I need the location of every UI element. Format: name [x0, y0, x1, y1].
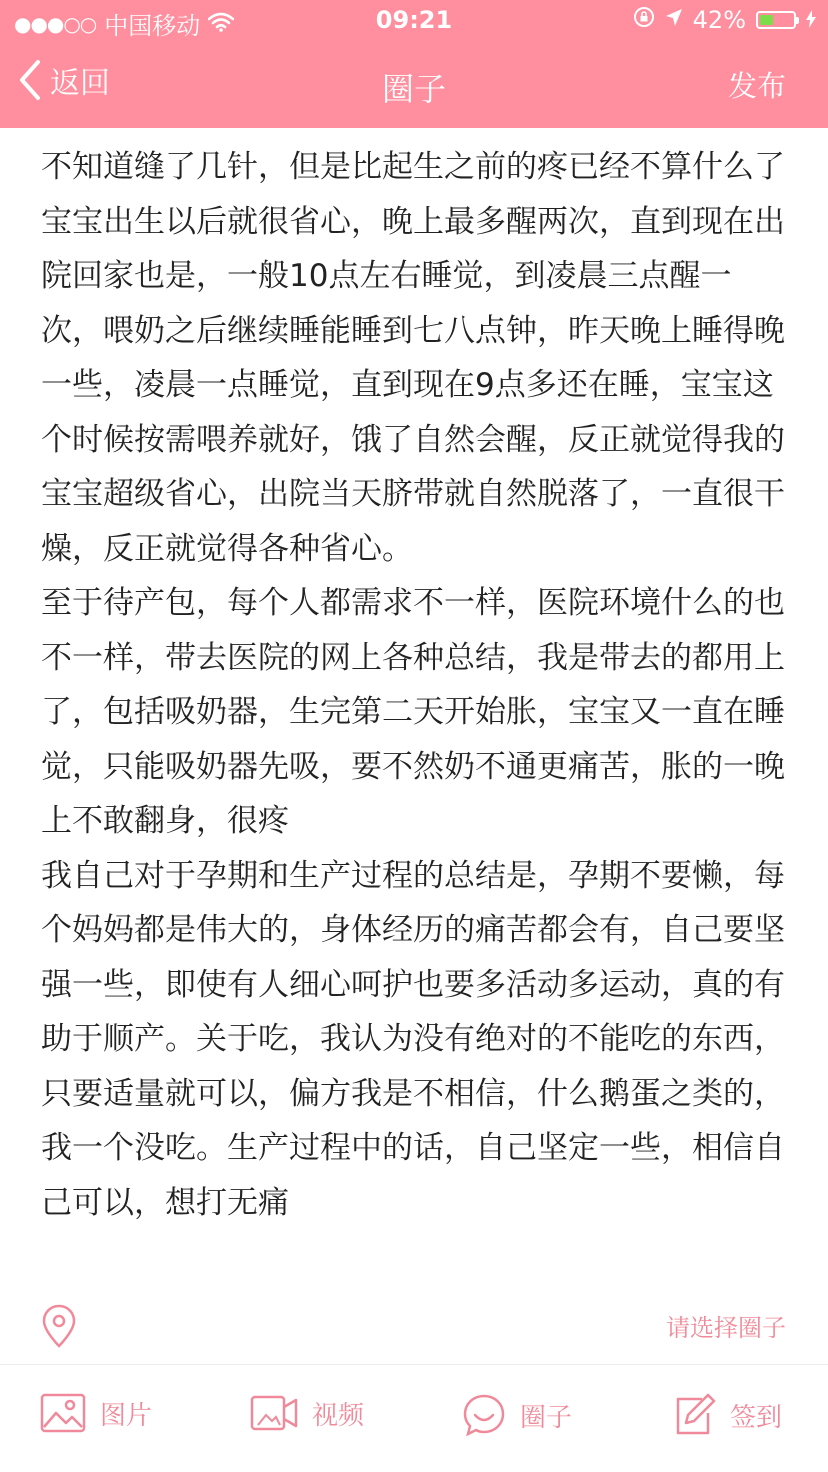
post-paragraph: 不知道缝了几针，但是比起生之前的疼已经不算什么了	[41, 149, 785, 185]
image-label: 图片	[100, 1400, 153, 1431]
location-row	[0, 1296, 828, 1360]
post-text-area[interactable]	[41, 140, 793, 1298]
publish-button[interactable]: 发布	[727, 69, 786, 103]
chat-bubble-icon	[462, 1393, 506, 1437]
battery-icon	[756, 11, 796, 29]
status-right	[633, 6, 816, 34]
bottom-toolbar	[0, 1365, 828, 1472]
nav-bar	[0, 40, 828, 128]
post-paragraph: 我自己对于孕期和生产过程的总结是，孕期不要懒，每个妈妈都是伟大的，身体经历的痛苦都会有，自己要坚强一些，即使有人细心呵护也要多活动多运动，真的有助于顺产。关于吃，我认为没有绝对的不能吃的东西，只要适量就可以，偏方我是不相信，什么鹅蛋之类的，我一个没吃。生产过程中的话，自己坚定一些，相信自己可以，想打无痛	[41, 857, 785, 1221]
back-label: 返回	[50, 66, 110, 101]
post-paragraph: 至于待产包，每个人都需求不一样，医院环境什么的也不一样，带去医院的网上各种总结，我是带去的都用上了，包括吸奶器，生完第二天开始胀，宝宝又一直在睡觉，只能吸奶器先吸，要不然奶不通更痛苦，胀的一晚上不敢翻身，很疼	[41, 585, 785, 839]
image-icon	[40, 1393, 86, 1433]
status-bar	[0, 0, 828, 40]
charging-icon	[806, 6, 816, 34]
select-circle-button[interactable]: 请选择圈子	[666, 1314, 786, 1342]
circle-button[interactable]	[462, 1393, 572, 1437]
circle-label: 圈子	[520, 1402, 573, 1433]
signal-strength-icon: ●●●○○	[14, 11, 97, 36]
checkin-label: 签到	[730, 1402, 783, 1433]
checkin-button[interactable]	[672, 1393, 782, 1437]
orientation-lock-icon	[633, 6, 655, 34]
page-title: 圈子	[381, 70, 446, 108]
status-time: 09:21	[375, 6, 453, 34]
image-button[interactable]	[40, 1393, 152, 1433]
video-label: 视频	[312, 1400, 365, 1431]
battery-percent: 42%	[692, 6, 746, 34]
edit-pencil-icon	[672, 1393, 716, 1437]
carrier-name: 中国移动	[104, 12, 201, 40]
video-button[interactable]	[250, 1393, 364, 1433]
location-pin-icon[interactable]	[40, 1303, 78, 1355]
location-arrow-icon	[665, 6, 683, 34]
video-camera-icon	[250, 1393, 298, 1433]
post-paragraph: 宝宝出生以后就很省心，晚上最多醒两次，直到现在出院回家也是，一般10点左右睡觉，到凌晨三点醒一次，喂奶之后继续睡能睡到七八点钟，昨天晚上睡得晚一些，凌晨一点睡觉，直到现在9点多还在睡，宝宝这个时候按需喂养就好，饿了自然会醒，反正就觉得我的宝宝超级省心，出院当天脐带就自然脱落了，一直很干燥，反正就觉得各种省心。	[41, 203, 785, 567]
